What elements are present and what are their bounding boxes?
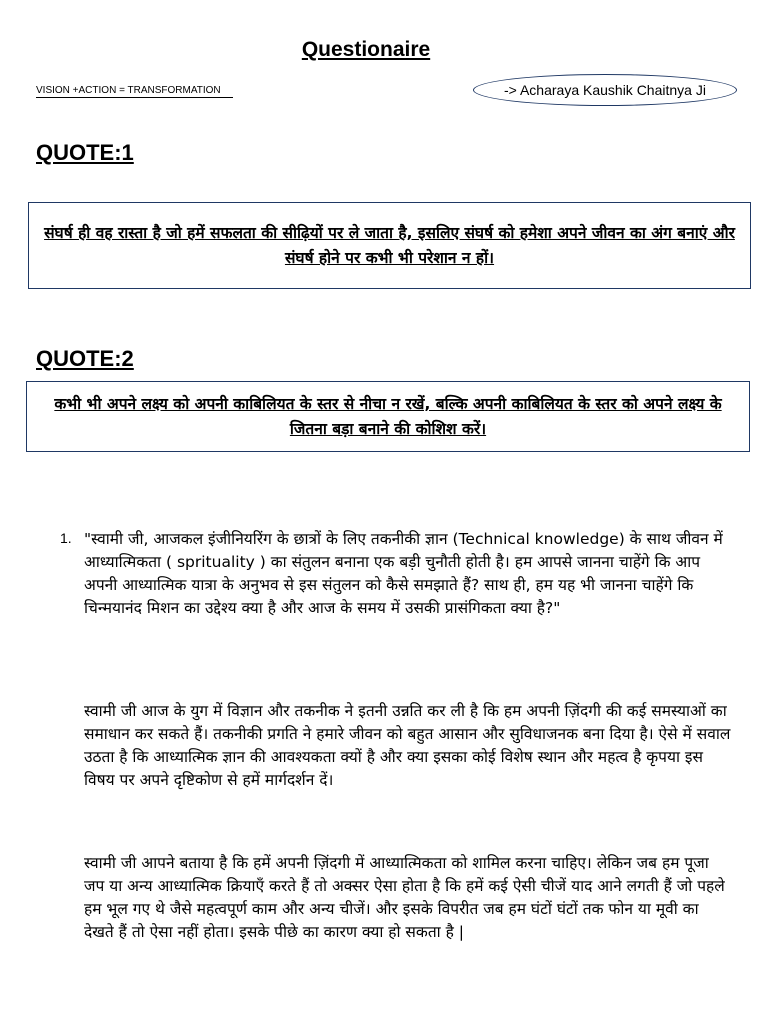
quote-2-text: कभी भी अपने लक्ष्य को अपनी काबिलियत के स्तर से नीचा न रखें, बल्कि अपनी काबिलियत के स्तर को अपने लक्ष्य के जितना बड़ा बनाने की कोशिश करें। (54, 394, 722, 438)
author-name: -> Acharaya Kaushik Chaitnya Ji (504, 82, 706, 98)
list-item-number: 1. (60, 530, 72, 546)
quote-1-box (28, 202, 751, 289)
question-3-text: स्वामी जी आपने बताया है कि हमें अपनी ज़िंदगी में आध्यात्मिकता को शामिल करना चाहिए। लेकिन जब हम पूजा जप या अन्य आध्यात्मिक क्रियाएँ करते हैं तो अक्सर ऐसा होता है कि हमें कई ऐसी चीजें याद आने लगती हैं जो पहले हम भूल गए थे जैसे महत्वपूर्ण काम और अन्य चीजें। और इसके विपरीत जब हम घंटों घंटों तक फोन या मूवी का देखते हैं तो ऐसा नहीं होता। इसके पीछे का कारण क्या हो सकता है | (84, 854, 725, 941)
author-oval (473, 74, 737, 106)
quote-2-heading: QUOTE:2 (36, 346, 134, 371)
tagline: VISION +ACTION = TRANSFORMATION (36, 85, 233, 98)
quote-1-heading: QUOTE:1 (36, 140, 134, 165)
quote-1-text: संघर्ष ही वह रास्ता है जो हमें सफलता की सीढ़ियों पर ले जाता है, इसलिए संघर्ष को हमेशा अपने जीवन का अंग बनाएं और संघर्ष होने पर कभी भी परेशान न हों। (44, 223, 735, 267)
question-1-text: "स्वामी जी, आजकल इंजीनियरिंग के छात्रों के लिए तकनीकी ज्ञान (Technical knowledge) के साथ जीवन में आध्यात्मिकता ( sprituality ) का संतुलन बनाना एक बड़ी चुनौती होती है। हम आपसे जानना चाहेंगे कि आप अपनी आध्यात्मिक यात्रा के अनुभव से इस संतुलन को कैसे समझाते हैं? साथ ही, हम यह भी जानना चाहेंगे कि चिन्मयानंद मिशन का उद्देश्य क्या है और आज के समय में उसकी प्रासंगिकता क्या है?" (84, 530, 723, 617)
question-2-text: स्वामी जी आज के युग में विज्ञान और तकनीक ने इतनी उन्नति कर ली है कि हम अपनी ज़िंदगी की कई समस्याओं का समाधान कर सकते हैं। तकनीकी प्रगति ने हमारे जीवन को बहुत आसान और सुविधाजनक बना दिया है। ऐसे में सवाल उठता है कि आध्यात्मिक ज्ञान की आवश्यकता क्यों है और क्या इसका कोई विशेष स्थान और महत्व है कृपया इस विषय पर अपने दृष्टिकोण से हमें मार्गदर्शन दें। (84, 702, 731, 789)
document-title: Questionaire (301, 38, 431, 61)
quote-2-box (26, 381, 750, 452)
